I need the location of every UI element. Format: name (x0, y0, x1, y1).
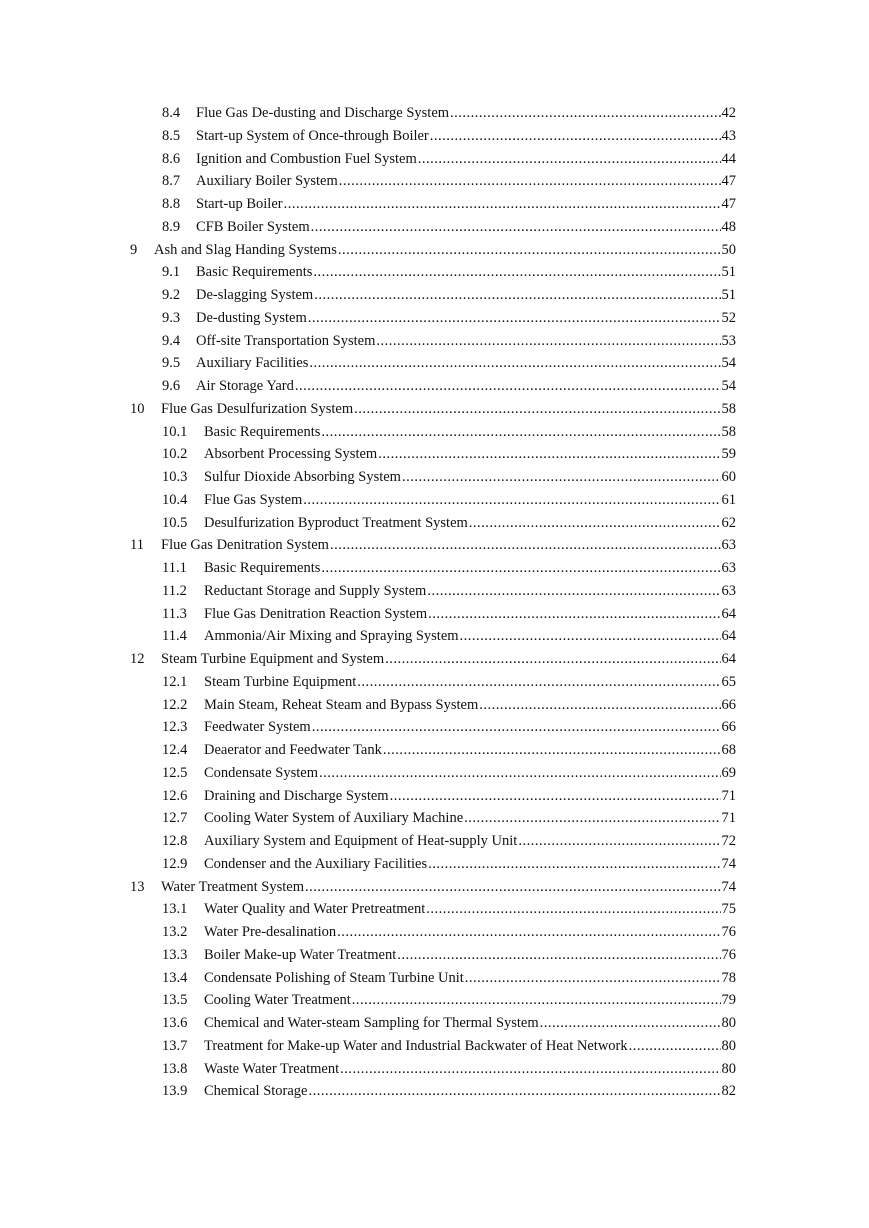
toc-entry-title: Flue Gas Denitration Reaction System (204, 606, 428, 622)
toc-entry-page-number: 66 (721, 719, 736, 735)
toc-section-entry[interactable] (162, 173, 736, 195)
toc-entry-title: Condensate System (204, 765, 318, 781)
toc-entry-page-number: 60 (721, 469, 736, 485)
toc-entry-title: Ammonia/Air Mixing and Spraying System (204, 628, 459, 644)
toc-section-entry[interactable] (162, 151, 736, 173)
toc-entry-number: 12.6 (162, 788, 188, 804)
toc-entry-page-number: 59 (721, 446, 736, 462)
toc-entry-number: 12.4 (162, 742, 188, 758)
toc-entry-page-number: 50 (721, 242, 736, 258)
toc-entry-title: Treatment for Make-up Water and Industrial Backwater of Heat Network (204, 1038, 628, 1054)
toc-section-entry[interactable] (162, 264, 736, 286)
toc-dot-leader (339, 173, 721, 190)
toc-section-entry[interactable] (162, 446, 736, 468)
toc-entry-number: 10.4 (162, 492, 188, 508)
toc-section-entry[interactable] (162, 1038, 736, 1060)
toc-entry-page-number: 64 (721, 606, 736, 622)
toc-entry-title: Air Storage Yard (196, 378, 294, 394)
toc-entry-number: 11.4 (162, 628, 187, 644)
toc-entry-title: Basic Requirements (204, 424, 321, 440)
toc-entry-title: Auxiliary System and Equipment of Heat-supply Unit (204, 833, 518, 849)
toc-entry-page-number: 76 (721, 924, 736, 940)
toc-section-entry[interactable] (162, 355, 736, 377)
toc-dot-leader (321, 424, 720, 441)
toc-entry-page-number: 58 (721, 424, 736, 440)
toc-entry-page-number: 51 (721, 264, 736, 280)
toc-entry-page-number: 54 (721, 355, 736, 371)
toc-entry-title: Ash and Slag Handing Systems (154, 242, 337, 258)
toc-dot-leader (465, 970, 721, 987)
toc-entry-number: 13.5 (162, 992, 188, 1008)
toc-entry-title: Off-site Transportation System (196, 333, 376, 349)
toc-dot-leader (338, 242, 721, 259)
toc-chapter-entry[interactable] (130, 879, 736, 901)
toc-dot-leader (357, 674, 720, 691)
toc-entry-title: Chemical Storage (204, 1083, 308, 1099)
toc-entry-page-number: 79 (721, 992, 736, 1008)
toc-entry-title: Cooling Water System of Auxiliary Machine (204, 810, 464, 826)
toc-entry-page-number: 80 (721, 1015, 736, 1031)
toc-section-entry[interactable] (162, 765, 736, 787)
toc-section-entry[interactable] (162, 992, 736, 1014)
toc-dot-leader (383, 742, 721, 759)
toc-entry-page-number: 76 (721, 947, 736, 963)
toc-chapter-entry[interactable] (130, 401, 736, 423)
toc-dot-leader (469, 515, 721, 532)
toc-entry-number: 12.7 (162, 810, 188, 826)
toc-dot-leader (337, 924, 720, 941)
toc-dot-leader (319, 765, 721, 782)
toc-chapter-entry[interactable] (130, 537, 736, 559)
toc-section-entry[interactable] (162, 810, 736, 832)
toc-entry-number: 8.4 (162, 105, 181, 121)
toc-dot-leader (284, 196, 721, 213)
toc-entry-number: 8.6 (162, 151, 181, 167)
toc-entry-number: 11.2 (162, 583, 187, 599)
toc-entry-number: 9.5 (162, 355, 181, 371)
toc-section-entry[interactable] (162, 583, 736, 605)
toc-entry-number: 13.9 (162, 1083, 188, 1099)
toc-entry-title: Feedwater System (204, 719, 311, 735)
toc-section-entry[interactable] (162, 697, 736, 719)
toc-dot-leader (426, 901, 720, 918)
toc-section-entry[interactable] (162, 287, 736, 309)
toc-entry-title: Flue Gas Desulfurization System (161, 401, 354, 417)
toc-entry-number: 10.5 (162, 515, 188, 531)
toc-dot-leader (311, 219, 721, 236)
toc-entry-number: 13.3 (162, 947, 188, 963)
toc-section-entry[interactable] (162, 947, 736, 969)
toc-entry-title: Water Treatment System (161, 879, 305, 895)
toc-entry-title: Ignition and Combustion Fuel System (196, 151, 417, 167)
toc-section-entry[interactable] (162, 378, 736, 400)
toc-entry-title: Boiler Make-up Water Treatment (204, 947, 397, 963)
toc-entry-page-number: 43 (721, 128, 736, 144)
toc-entry-title: Auxiliary Boiler System (196, 173, 338, 189)
toc-entry-title: Steam Turbine Equipment and System (161, 651, 385, 667)
toc-entry-number: 13.2 (162, 924, 188, 940)
toc-dot-leader (321, 560, 720, 577)
toc-entry-number: 9.3 (162, 310, 181, 326)
toc-dot-leader (479, 697, 720, 714)
toc-entry-title: Sulfur Dioxide Absorbing System (204, 469, 401, 485)
toc-entry-title: Auxiliary Facilities (196, 355, 309, 371)
toc-entry-number: 10.2 (162, 446, 188, 462)
toc-dot-leader (540, 1015, 721, 1032)
toc-dot-leader (352, 992, 721, 1009)
toc-entry-number: 11.3 (162, 606, 187, 622)
toc-section-entry[interactable] (162, 219, 736, 241)
toc-entry-page-number: 72 (721, 833, 736, 849)
toc-entry-number: 13.4 (162, 970, 188, 986)
toc-entry-title: Condensate Polishing of Steam Turbine Unit (204, 970, 464, 986)
toc-entry-title: Chemical and Water-steam Sampling for Thermal System (204, 1015, 539, 1031)
toc-entry-number: 8.7 (162, 173, 181, 189)
toc-entry-number: 9.6 (162, 378, 181, 394)
toc-entry-number: 11 (130, 537, 144, 553)
toc-section-entry[interactable] (162, 856, 736, 878)
toc-entry-page-number: 82 (721, 1083, 736, 1099)
toc-entry-title: Waste Water Treatment (204, 1061, 340, 1077)
toc-dot-leader (309, 355, 720, 372)
toc-dot-leader (330, 537, 721, 554)
toc-entry-page-number: 53 (721, 333, 736, 349)
toc-section-entry[interactable] (162, 128, 736, 150)
toc-section-entry[interactable] (162, 970, 736, 992)
toc-entry-title: Steam Turbine Equipment (204, 674, 357, 690)
toc-dot-leader (427, 583, 720, 600)
toc-entry-title: De-dusting System (196, 310, 307, 326)
toc-entry-title: Basic Requirements (196, 264, 313, 280)
toc-dot-leader (518, 833, 720, 850)
toc-entry-page-number: 65 (721, 674, 736, 690)
toc-chapter-entry[interactable] (130, 242, 736, 264)
toc-entry-number: 8.8 (162, 196, 181, 212)
toc-dot-leader (378, 446, 720, 463)
toc-entry-page-number: 75 (721, 901, 736, 917)
toc-dot-leader (295, 378, 721, 395)
toc-dot-leader (313, 264, 720, 281)
toc-entry-number: 9.2 (162, 287, 181, 303)
toc-dot-leader (312, 719, 721, 736)
toc-entry-number: 10.1 (162, 424, 188, 440)
toc-section-entry[interactable] (162, 719, 736, 741)
toc-entry-title: Water Pre-desalination (204, 924, 337, 940)
toc-entry-number: 13 (130, 879, 145, 895)
toc-entry-page-number: 42 (721, 105, 736, 121)
toc-entry-title: Draining and Discharge System (204, 788, 389, 804)
toc-dot-leader (308, 1083, 720, 1100)
toc-dot-leader (376, 333, 720, 350)
toc-entry-title: Reductant Storage and Supply System (204, 583, 427, 599)
toc-entry-number: 8.5 (162, 128, 181, 144)
toc-entry-title: Condenser and the Auxiliary Facilities (204, 856, 428, 872)
toc-entry-title: Flue Gas System (204, 492, 303, 508)
toc-section-entry[interactable] (162, 924, 736, 946)
toc-entry-title: Desulfurization Byproduct Treatment System (204, 515, 468, 531)
toc-section-entry[interactable] (162, 196, 736, 218)
toc-dot-leader (430, 128, 721, 145)
toc-entry-number: 12.2 (162, 697, 188, 713)
toc-entry-page-number: 69 (721, 765, 736, 781)
toc-entry-page-number: 64 (721, 628, 736, 644)
toc-entry-number: 9.4 (162, 333, 181, 349)
toc-section-entry[interactable] (162, 1015, 736, 1037)
toc-entry-number: 12.8 (162, 833, 188, 849)
toc-entry-page-number: 61 (721, 492, 736, 508)
toc-entry-page-number: 63 (721, 537, 736, 553)
toc-entry-page-number: 47 (721, 196, 736, 212)
toc-dot-leader (428, 856, 720, 873)
toc-entry-number: 13.6 (162, 1015, 188, 1031)
toc-entry-page-number: 58 (721, 401, 736, 417)
toc-entry-page-number: 74 (721, 856, 736, 872)
toc-entry-number: 12.9 (162, 856, 188, 872)
toc-entry-title: Deaerator and Feedwater Tank (204, 742, 382, 758)
toc-section-entry[interactable] (162, 833, 736, 855)
toc-entry-page-number: 68 (721, 742, 736, 758)
toc-dot-leader (308, 310, 721, 327)
toc-entry-number: 13.8 (162, 1061, 188, 1077)
toc-entry-page-number: 74 (721, 879, 736, 895)
toc-entry-page-number: 54 (721, 378, 736, 394)
toc-entry-page-number: 80 (721, 1061, 736, 1077)
toc-entry-number: 9.1 (162, 264, 181, 280)
toc-entry-page-number: 48 (721, 219, 736, 235)
toc-entry-number: 13.7 (162, 1038, 188, 1054)
toc-entry-number: 12.1 (162, 674, 188, 690)
toc-entry-page-number: 52 (721, 310, 736, 326)
toc-entry-page-number: 63 (721, 560, 736, 576)
toc-entry-page-number: 71 (721, 788, 736, 804)
toc-section-entry[interactable] (162, 788, 736, 810)
toc-entry-number: 12.3 (162, 719, 188, 735)
toc-dot-leader (428, 606, 720, 623)
toc-entry-title: Absorbent Processing System (204, 446, 378, 462)
toc-entry-number: 10.3 (162, 469, 188, 485)
toc-entry-number: 10 (130, 401, 145, 417)
toc-section-entry[interactable] (162, 310, 736, 332)
toc-entry-page-number: 62 (721, 515, 736, 531)
toc-dot-leader (314, 287, 720, 304)
toc-entry-title: CFB Boiler System (196, 219, 310, 235)
toc-dot-leader (450, 105, 720, 122)
toc-entry-title: Start-up Boiler (196, 196, 283, 212)
toc-entry-page-number: 78 (721, 970, 736, 986)
toc-dot-leader (629, 1038, 721, 1055)
toc-section-entry[interactable] (162, 606, 736, 628)
toc-entry-page-number: 51 (721, 287, 736, 303)
toc-section-entry[interactable] (162, 492, 736, 514)
toc-dot-leader (354, 401, 720, 418)
toc-entry-number: 11.1 (162, 560, 187, 576)
toc-entry-number: 12 (130, 651, 145, 667)
toc-section-entry[interactable] (162, 1083, 736, 1105)
toc-chapter-entry[interactable] (130, 651, 736, 673)
toc-entry-page-number: 63 (721, 583, 736, 599)
toc-entry-title: Cooling Water Treatment (204, 992, 351, 1008)
toc-section-entry[interactable] (162, 515, 736, 537)
toc-section-entry[interactable] (162, 105, 736, 127)
toc-entry-page-number: 47 (721, 173, 736, 189)
toc-dot-leader (303, 492, 720, 509)
toc-entry-title: Flue Gas Denitration System (161, 537, 329, 553)
toc-entry-page-number: 80 (721, 1038, 736, 1054)
toc-section-entry[interactable] (162, 1061, 736, 1083)
toc-entry-page-number: 66 (721, 697, 736, 713)
toc-dot-leader (418, 151, 721, 168)
toc-dot-leader (460, 628, 721, 645)
toc-dot-leader (402, 469, 721, 486)
toc-entry-number: 9 (130, 242, 138, 258)
toc-dot-leader (397, 947, 720, 964)
toc-section-entry[interactable] (162, 674, 736, 696)
toc-section-entry[interactable] (162, 901, 736, 923)
toc-dot-leader (464, 810, 720, 827)
toc-entry-title: Water Quality and Water Pretreatment (204, 901, 426, 917)
toc-section-entry[interactable] (162, 560, 736, 582)
toc-dot-leader (305, 879, 720, 896)
toc-entry-title: Flue Gas De-dusting and Discharge System (196, 105, 450, 121)
toc-entry-title: Main Steam, Reheat Steam and Bypass System (204, 697, 479, 713)
toc-dot-leader (340, 1061, 720, 1078)
toc-dot-leader (385, 651, 720, 668)
toc-entry-title: De-slagging System (196, 287, 314, 303)
toc-section-entry[interactable] (162, 628, 736, 650)
toc-entry-page-number: 44 (721, 151, 736, 167)
toc-entry-page-number: 71 (721, 810, 736, 826)
toc-entry-title: Basic Requirements (204, 560, 321, 576)
toc-dot-leader (390, 788, 721, 805)
toc-section-entry[interactable] (162, 333, 736, 355)
toc-entry-number: 8.9 (162, 219, 181, 235)
toc-section-entry[interactable] (162, 469, 736, 491)
toc-entry-title: Start-up System of Once-through Boiler (196, 128, 429, 144)
toc-section-entry[interactable] (162, 742, 736, 764)
toc-entry-page-number: 64 (721, 651, 736, 667)
toc-entry-number: 12.5 (162, 765, 188, 781)
toc-section-entry[interactable] (162, 424, 736, 446)
toc-entry-number: 13.1 (162, 901, 188, 917)
